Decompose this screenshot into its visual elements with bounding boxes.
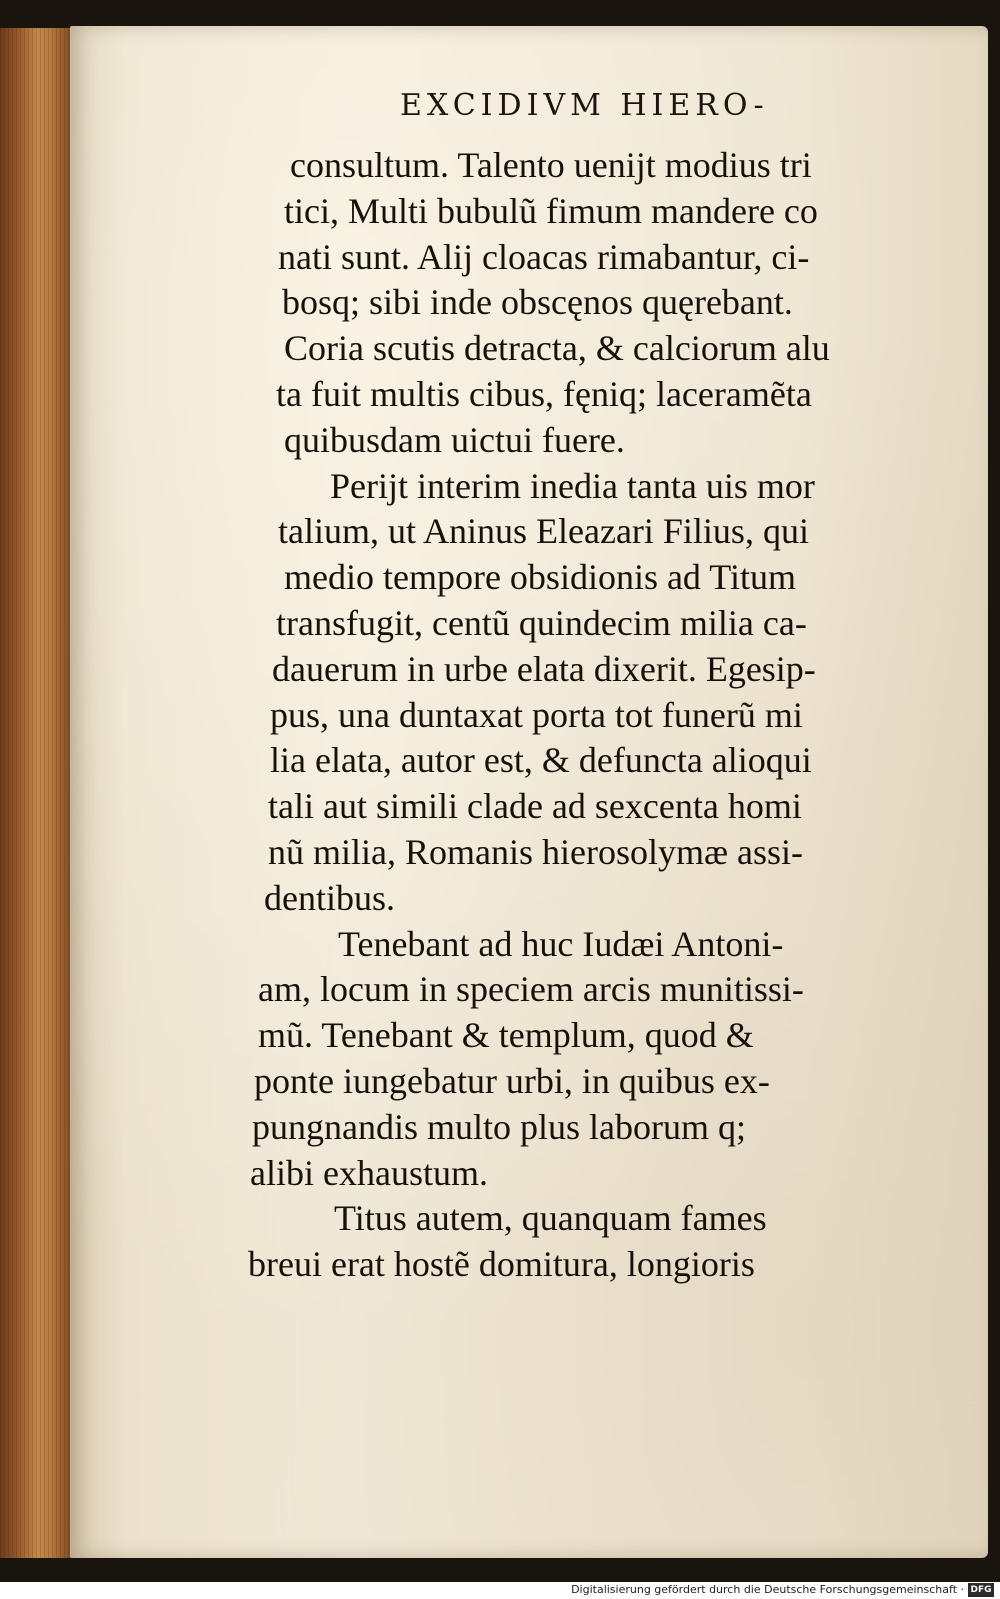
text-line: alibi exhaustum. [250, 1152, 488, 1193]
text-line: dentibus. [264, 877, 395, 918]
text-line: medio tempore obsidionis ad Titum [284, 557, 797, 598]
text-line: Tenebant ad huc Iudæi Antoni- [338, 923, 784, 964]
running-head: EXCIDIVM HIERO- [400, 88, 769, 123]
text-line: Titus autem, quanquam fames [334, 1198, 767, 1239]
text-line: dauerum in urbe elata dixerit. Egesip- [272, 648, 816, 689]
text-line: bosq; sibi inde obscęnos quęrebant. [282, 282, 793, 323]
dfg-logo-icon: DFG [968, 1583, 994, 1597]
text-line: ta fuit multis cibus, fęniq; laceramẽta [276, 373, 812, 414]
body-text [248, 143, 938, 1288]
text-line: Perijt interim inedia tanta uis mor [330, 465, 815, 506]
funding-credit: Digitalisierung gefördert durch die Deutsche Forschungsgemeinschaft · [571, 1583, 964, 1596]
text-line: nati sunt. Alij cloacas rimabantur, ci- [278, 236, 810, 277]
text-line: pus, una duntaxat porta tot funerũ mi [270, 694, 803, 735]
text-line: talium, ut Aninus Eleazari Filius, qui [278, 511, 809, 552]
text-line: ponte iungebatur urbi, in quibus ex- [254, 1060, 770, 1101]
text-line: quibusdam uictui fuere. [284, 419, 625, 460]
text-line: tici, Multi bubulũ fimum mandere co [284, 190, 818, 231]
text-line: consultum. Talento uenijt modius tri [290, 145, 812, 185]
text-line: Coria scutis detracta, & calciorum alu [284, 328, 830, 369]
text-line: lia elata, autor est, & defuncta alioqui [270, 740, 812, 781]
text-line: mũ. Tenebant & templum, quod & [258, 1015, 754, 1056]
text-line: breui erat hostẽ domitura, longioris [248, 1244, 755, 1285]
text-line: transfugit, centũ quindecim milia ca- [276, 602, 807, 643]
text-line: pungnandis multo plus laborum q; [252, 1106, 746, 1147]
text-line: nũ milia, Romanis hierosolymæ assi- [268, 831, 803, 872]
text-line: tali aut simili clade ad sexcenta homi [268, 786, 802, 827]
text-line: am, locum in speciem arcis munitissi- [258, 969, 804, 1010]
